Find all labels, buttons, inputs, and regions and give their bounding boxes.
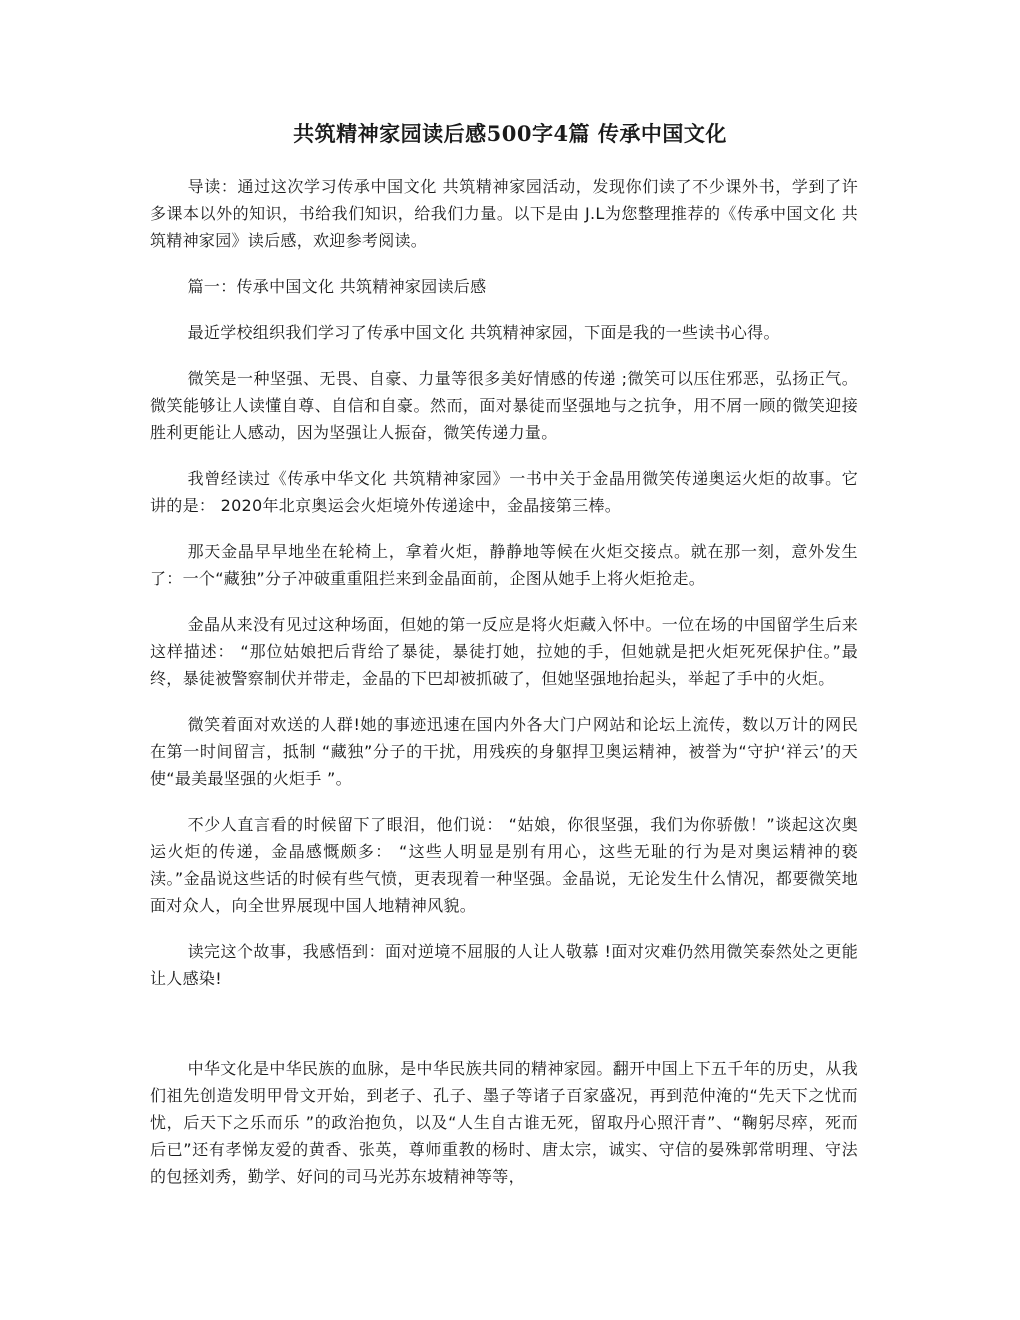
document-body — [150, 173, 858, 1190]
body-paragraph: 最近学校组织我们学习了传承中国文化 共筑精神家园，下面是我的一些读书心得。 — [187, 323, 780, 342]
section-heading: 篇一：传承中国文化 共筑精神家园读后感 — [187, 277, 487, 296]
body-paragraph: 微笑是一种坚强、无畏、自豪、力量等很多美好情感的传递 ;微笑可以压住邪恶，弘扬正气。微笑能够让人读懂自尊、自信和自豪。然而，面对暴徒而坚强地与之抗争，用不屑一顾的微笑迎接胜利更能让人感动，因为坚强让人振奋，微笑传递力量。 — [150, 369, 858, 442]
body-paragraph: 金晶从来没有见过这种场面，但她的第一反应是将火炬藏入怀中。一位在场的中国留学生后来这样描述： “那位姑娘把后背给了暴徒，暴徒打她，拉她的手，但她就是把火炬死死保护住。”最终，暴徒被警察制伏并带走，金晶的下巴却被抓破了，但她坚强地抬起头，举起了手中的火炬。 — [150, 615, 858, 688]
body-paragraph: 那天金晶早早地坐在轮椅上，拿着火炬，静静地等候在火炬交接点。就在那一刻，意外发生了：一个“藏独”分子冲破重重阻拦来到金晶面前，企图从她手上将火炬抢走。 — [150, 542, 858, 588]
body-paragraph: 读完这个故事，我感悟到：面对逆境不屈服的人让人敬慕 !面对灾难仍然用微笑泰然处之更能让人感染! — [150, 942, 858, 988]
document-title: 共筑精神家园读后感500字4篇 传承中国文化 — [293, 121, 727, 146]
body-paragraph: 微笑着面对欢送的人群!她的事迹迅速在国内外各大门户网站和论坛上流传，数以万计的网民在第一时间留言，抵制 “藏独”分子的干扰，用残疾的身躯捍卫奥运精神，被誉为“守护‘祥云’的天使“最美最坚强的火炬手 ”。 — [150, 715, 858, 788]
body-paragraph: 中华文化是中华民族的血脉，是中华民族共同的精神家园。翻开中国上下五千年的历史，从我们祖先创造发明甲骨文开始，到老子、孔子、墨子等诸子百家盛况，再到范仲淹的“先天下之忧而忧，后天下之乐而乐 ”的政治抱负，以及“人生自古谁无死，留取丹心照汗青”、“鞠躬尽瘁，死而后已”还有孝悌友爱的黄香、张英，尊师重教的杨时、唐太宗，诚实、守信的晏殊郭常明理、守法的包拯刘秀，勤学、好问的司马光苏东坡精神等等， — [150, 1059, 858, 1186]
intro-paragraph: 导读：通过这次学习传承中国文化 共筑精神家园活动，发现你们读了不少课外书，学到了许多课本以外的知识，书给我们知识，给我们力量。以下是由 J.L为您整理推荐的《传承中国文化 共筑精神家园》读后感，欢迎参考阅读。 — [150, 177, 858, 250]
body-paragraph: 不少人直言看的时候留下了眼泪，他们说： “姑娘，你很坚强，我们为你骄傲！”谈起这次奥运火炬的传递，金晶感慨颇多： “这些人明显是别有用心，这些无耻的行为是对奥运精神的亵渎。”金晶说这些话的时候有些气愤，更表现着一种坚强。金晶说，无论发生什么情况，都要微笑地面对众人，向全世界展现中国人地精神风貌。 — [150, 815, 858, 915]
body-paragraph: 我曾经读过《传承中华文化 共筑精神家园》一书中关于金晶用微笑传递奥运火炬的故事。它讲的是： 2020年北京奥运会火炬境外传递途中，金晶接第三棒。 — [150, 469, 858, 515]
